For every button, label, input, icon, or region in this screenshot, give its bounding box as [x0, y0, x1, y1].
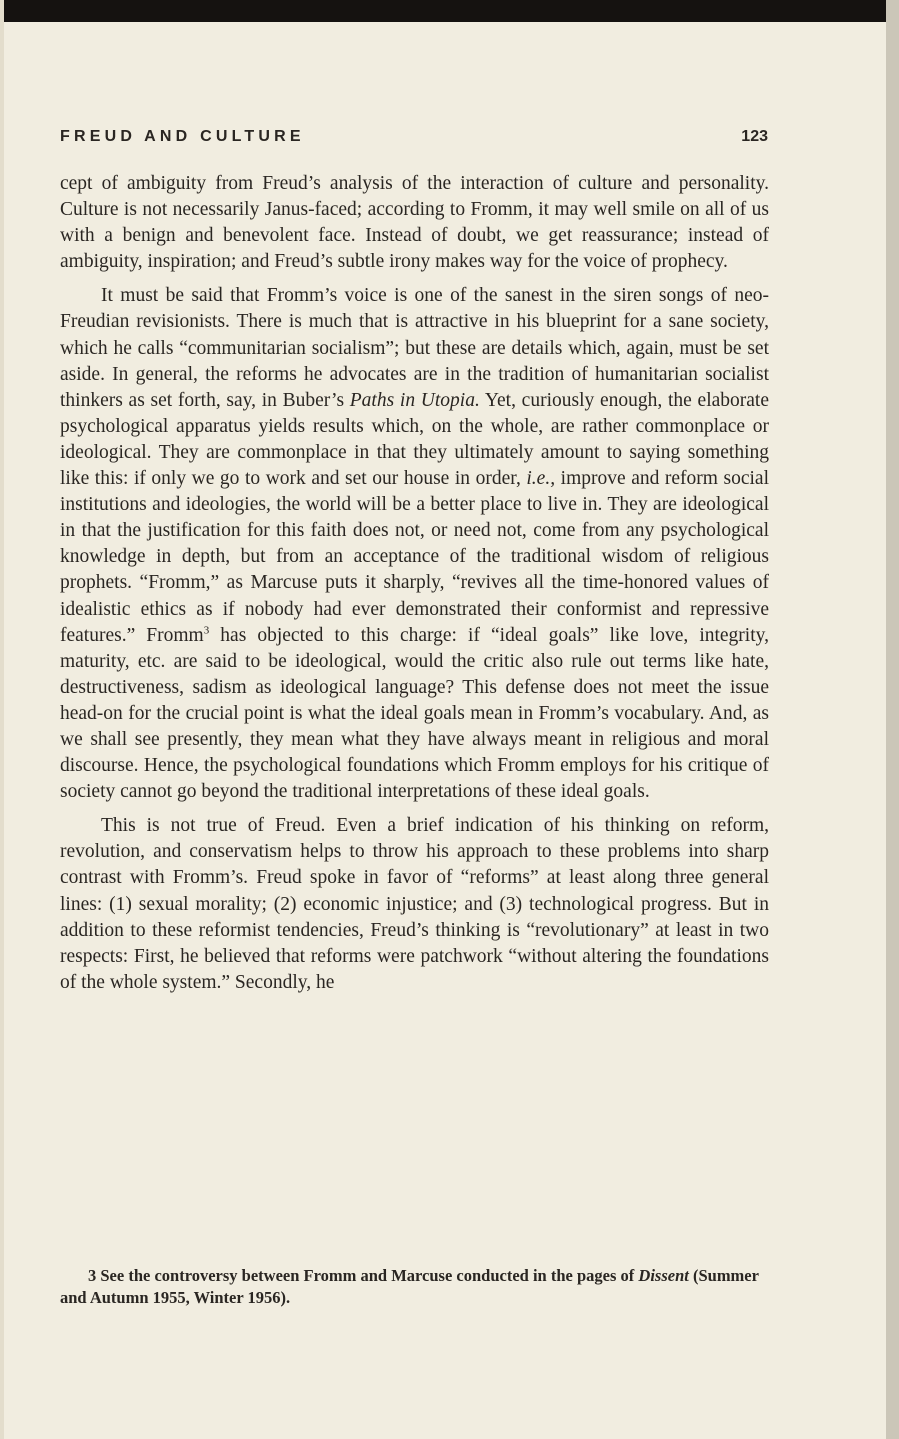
- footnote: [60, 1265, 770, 1309]
- footnote-number: 3: [88, 1266, 97, 1285]
- paragraph-2-part-d: has objected to this charge: if “ideal goals” like love, integrity, maturity, etc. are said to be ideological, would the critic also rule out terms like hate, destructiveness, sadism as ideological language? This defense does not meet the issue head-on for the crucial point is what the ideal goals mean in Fromm’s vocabulary. And, as we shall see presently, they mean what they have always meant in religious and moral discourse. Hence, the psychological foundations which Fromm employs for his critique of society cannot go beyond the traditional interpretations of these ideal goals.: [60, 624, 769, 803]
- body-text: [60, 171, 769, 996]
- paragraph-2: [60, 283, 769, 805]
- paragraph-1: cept of ambiguity from Freud’s analysis of the interaction of culture and personality. Culture is not necessarily Janus-faced; according to Fromm, it may well smile on all of us with a benign and benevolent face. Instead of doubt, we get reassurance; instead of ambiguity, inspiration; and Freud’s subtle irony makes way for the voice of prophecy.: [60, 173, 769, 273]
- footnote-reference: 3: [203, 624, 210, 637]
- running-title: FREUD AND CULTURE: [60, 128, 305, 145]
- scan-left-edge: [0, 0, 4, 1439]
- page-number: 123: [741, 128, 768, 145]
- footnote-text-b: (Summer and Autumn 1955, Winter 1956).: [60, 1266, 759, 1307]
- abbrev-ie: i.e.,: [526, 468, 556, 490]
- paragraph-2-part-b: Yet, curiously enough, the elaborate psychological apparatus yields results which, on the whole, are rather commonplace or ideological. They are commonplace in that they ultimately amount to saying something like this: if only we go to work and set our house in order,: [60, 389, 769, 490]
- journal-title-dissent: Dissent: [638, 1266, 689, 1285]
- paragraph-2-part-c: improve and reform social institutions and ideologies, the world will be a better place to live in. They are ideological in that the justification for this faith does not, or need not, come from any psychological knowledge in depth, but from an acceptance of the traditional wisdom of religious prophets. “Fromm,” as Marcuse puts it sharply, “revives all the time-honored values of idealistic ethics as if nobody had ever demonstrated their conformist and repressive features.” Fromm: [60, 468, 769, 646]
- footnote-text-a: See the controversy between Fromm and Marcuse conducted in the pages of: [96, 1266, 639, 1285]
- paragraph-3: This is not true of Freud. Even a brief indication of his thinking on reform, revolution, and conservatism helps to throw his approach to these problems into sharp contrast with Fromm’s. Freud spoke in favor of “reforms” at least along three general lines: (1) sexual morality; (2) economic injustice; and (3) technological progress. But in addition to these reformist tendencies, Freud’s thinking is “revolutionary” at least in two respects: First, he believed that reforms were patchwork “without altering the foundations of the whole system.” Secondly, he: [60, 815, 769, 993]
- book-title-paths-in-utopia: Paths in Utopia.: [349, 389, 480, 411]
- scan-right-edge: [886, 0, 899, 1439]
- scan-top-border: [0, 0, 899, 22]
- paragraph-2-part-a: It must be said that Fromm’s voice is one of the sanest in the siren songs of neo-Freudian revisionists. There is much that is attractive in his blueprint for a sane society, which he calls “communitarian socialism”; but these are details which, again, must be set aside. In general, the reforms he advocates are in the tradition of humanitarian socialist thinkers as set forth, say, in Buber’s: [60, 285, 769, 411]
